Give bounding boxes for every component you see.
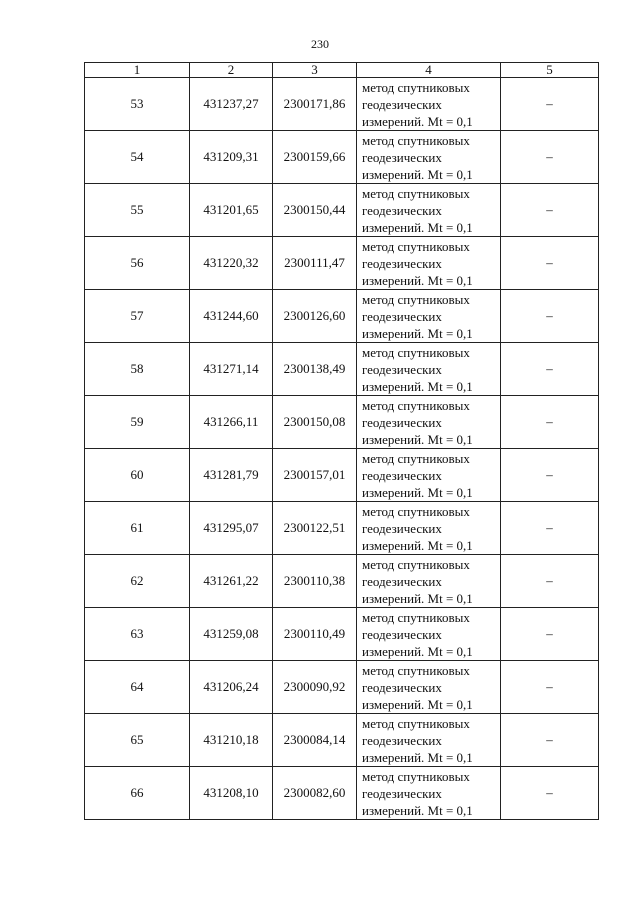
method-line: метод спутниковых (362, 291, 470, 307)
table-row (85, 396, 599, 449)
method-line: измерений. Mt = 0,1 (362, 431, 473, 447)
method-line: метод спутниковых (362, 185, 470, 201)
point-number-cell: 63 (85, 608, 190, 661)
point-number-cell: 65 (85, 714, 190, 767)
method-line: измерений. Mt = 0,1 (362, 643, 473, 659)
method-line: измерений. Mt = 0,1 (362, 272, 473, 288)
note-cell: – (501, 555, 599, 608)
method-line: метод спутниковых (362, 503, 470, 519)
point-number-cell: 58 (85, 343, 190, 396)
point-number-cell: 57 (85, 290, 190, 343)
y-coordinate-cell: 2300157,01 (273, 449, 357, 502)
method-line: измерений. Mt = 0,1 (362, 696, 473, 712)
note-cell: – (501, 78, 599, 131)
x-coordinate-cell: 431209,31 (190, 131, 273, 184)
y-coordinate-cell: 2300138,49 (273, 343, 357, 396)
table-row (85, 714, 599, 767)
header-col-3: 3 (273, 63, 357, 78)
y-coordinate-cell: 2300171,86 (273, 78, 357, 131)
method-line: метод спутниковых (362, 450, 470, 466)
method-cell (357, 237, 501, 290)
method-line: метод спутниковых (362, 397, 470, 413)
method-line: измерений. Mt = 0,1 (362, 749, 473, 765)
y-coordinate-cell: 2300122,51 (273, 502, 357, 555)
table-row (85, 661, 599, 714)
x-coordinate-cell: 431220,32 (190, 237, 273, 290)
method-line: измерений. Mt = 0,1 (362, 590, 473, 606)
note-cell: – (501, 396, 599, 449)
note-cell: – (501, 290, 599, 343)
point-number-cell: 54 (85, 131, 190, 184)
x-coordinate-cell: 431295,07 (190, 502, 273, 555)
y-coordinate-cell: 2300084,14 (273, 714, 357, 767)
method-cell (357, 343, 501, 396)
method-line: геодезических (362, 467, 442, 483)
method-line: метод спутниковых (362, 662, 470, 678)
method-line: измерений. Mt = 0,1 (362, 537, 473, 553)
table-row (85, 555, 599, 608)
method-line: метод спутниковых (362, 768, 470, 784)
x-coordinate-cell: 431244,60 (190, 290, 273, 343)
table-row (85, 767, 599, 820)
point-number-cell: 64 (85, 661, 190, 714)
method-line: геодезических (362, 149, 442, 165)
header-col-5: 5 (501, 63, 599, 78)
x-coordinate-cell: 431259,08 (190, 608, 273, 661)
method-cell (357, 714, 501, 767)
y-coordinate-cell: 2300150,08 (273, 396, 357, 449)
point-number-cell: 56 (85, 237, 190, 290)
method-line: геодезических (362, 202, 442, 218)
y-coordinate-cell: 2300111,47 (273, 237, 357, 290)
y-coordinate-cell: 2300082,60 (273, 767, 357, 820)
method-line: метод спутниковых (362, 132, 470, 148)
method-line: измерений. Mt = 0,1 (362, 484, 473, 500)
method-line: измерений. Mt = 0,1 (362, 325, 473, 341)
table-row (85, 237, 599, 290)
x-coordinate-cell: 431237,27 (190, 78, 273, 131)
point-number-cell: 60 (85, 449, 190, 502)
table-row (85, 502, 599, 555)
note-cell: – (501, 714, 599, 767)
table-row (85, 131, 599, 184)
method-line: геодезических (362, 679, 442, 695)
note-cell: – (501, 502, 599, 555)
y-coordinate-cell: 2300090,92 (273, 661, 357, 714)
coordinates-table (84, 62, 599, 820)
method-line: геодезических (362, 361, 442, 377)
y-coordinate-cell: 2300126,60 (273, 290, 357, 343)
table-header-row (85, 63, 599, 78)
x-coordinate-cell: 431208,10 (190, 767, 273, 820)
table-row (85, 78, 599, 131)
method-cell (357, 555, 501, 608)
x-coordinate-cell: 431206,24 (190, 661, 273, 714)
header-col-2: 2 (190, 63, 273, 78)
x-coordinate-cell: 431266,11 (190, 396, 273, 449)
x-coordinate-cell: 431201,65 (190, 184, 273, 237)
method-cell (357, 396, 501, 449)
x-coordinate-cell: 431281,79 (190, 449, 273, 502)
y-coordinate-cell: 2300150,44 (273, 184, 357, 237)
method-line: измерений. Mt = 0,1 (362, 113, 473, 129)
method-line: метод спутниковых (362, 79, 470, 95)
method-line: метод спутниковых (362, 238, 470, 254)
method-cell (357, 661, 501, 714)
note-cell: – (501, 608, 599, 661)
point-number-cell: 59 (85, 396, 190, 449)
method-cell (357, 502, 501, 555)
y-coordinate-cell: 2300110,49 (273, 608, 357, 661)
method-line: геодезических (362, 785, 442, 801)
note-cell: – (501, 237, 599, 290)
y-coordinate-cell: 2300159,66 (273, 131, 357, 184)
note-cell: – (501, 184, 599, 237)
table-row (85, 608, 599, 661)
note-cell: – (501, 343, 599, 396)
method-line: измерений. Mt = 0,1 (362, 219, 473, 235)
method-cell (357, 608, 501, 661)
point-number-cell: 61 (85, 502, 190, 555)
method-cell (357, 767, 501, 820)
method-line: геодезических (362, 308, 442, 324)
point-number-cell: 66 (85, 767, 190, 820)
page-number: 230 (311, 37, 329, 51)
x-coordinate-cell: 431261,22 (190, 555, 273, 608)
method-line: метод спутниковых (362, 344, 470, 360)
note-cell: – (501, 661, 599, 714)
table-row (85, 290, 599, 343)
header-col-1: 1 (85, 63, 190, 78)
point-number-cell: 53 (85, 78, 190, 131)
method-line: измерений. Mt = 0,1 (362, 378, 473, 394)
table-row (85, 343, 599, 396)
header-col-4: 4 (357, 63, 501, 78)
note-cell: – (501, 131, 599, 184)
table-body (85, 78, 599, 820)
method-line: метод спутниковых (362, 609, 470, 625)
method-line: измерений. Mt = 0,1 (362, 166, 473, 182)
method-cell (357, 131, 501, 184)
note-cell: – (501, 449, 599, 502)
method-cell (357, 184, 501, 237)
method-line: геодезических (362, 255, 442, 271)
method-line: геодезических (362, 520, 442, 536)
method-line: измерений. Mt = 0,1 (362, 802, 473, 818)
method-cell (357, 290, 501, 343)
note-cell: – (501, 767, 599, 820)
method-line: геодезических (362, 626, 442, 642)
point-number-cell: 55 (85, 184, 190, 237)
method-line: геодезических (362, 732, 442, 748)
method-line: метод спутниковых (362, 715, 470, 731)
x-coordinate-cell: 431210,18 (190, 714, 273, 767)
method-line: геодезических (362, 96, 442, 112)
method-line: метод спутниковых (362, 556, 470, 572)
table-row (85, 449, 599, 502)
x-coordinate-cell: 431271,14 (190, 343, 273, 396)
table-row (85, 184, 599, 237)
method-line: геодезических (362, 573, 442, 589)
method-cell (357, 449, 501, 502)
method-line: геодезических (362, 414, 442, 430)
y-coordinate-cell: 2300110,38 (273, 555, 357, 608)
point-number-cell: 62 (85, 555, 190, 608)
method-cell (357, 78, 501, 131)
